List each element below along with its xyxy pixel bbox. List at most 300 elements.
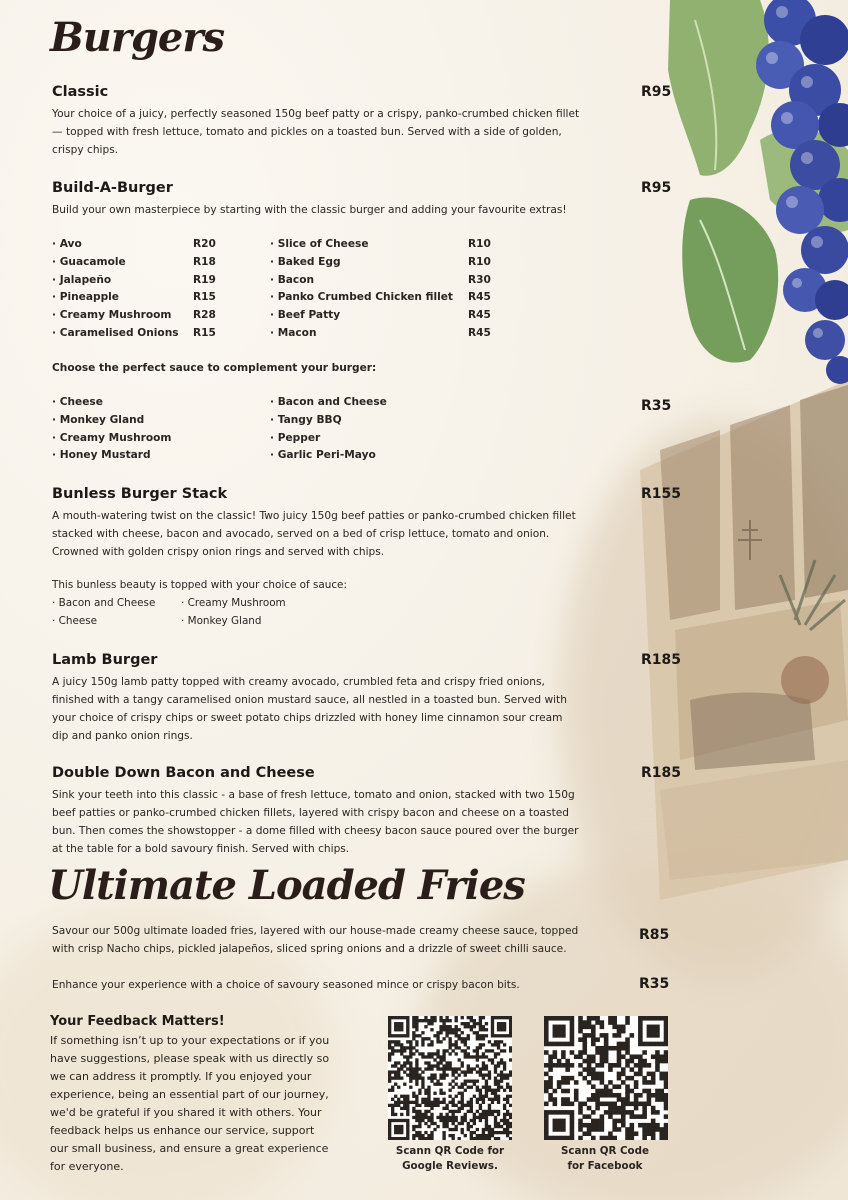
qr-module [430, 1134, 433, 1137]
qr-module [433, 1052, 436, 1055]
extra-item: · Panko Crumbed Chicken fillet R45 [270, 291, 491, 304]
bunless-sauce-intro: This bunless beauty is topped with your choice of sauce: [52, 579, 347, 591]
qr-module [595, 1050, 600, 1055]
qr-module [659, 1072, 664, 1077]
qr-module [433, 1083, 436, 1086]
qr-module [557, 1063, 562, 1068]
qr-module [491, 1128, 494, 1131]
feedback-title: Your Feedback Matters! [50, 1014, 225, 1029]
qr-module [421, 1137, 424, 1140]
qr-module [621, 1080, 626, 1085]
qr-module [415, 1110, 418, 1113]
qr-module [427, 1037, 430, 1040]
qr-module [455, 1019, 458, 1022]
qr-module [430, 1028, 433, 1031]
qr-module [412, 1070, 415, 1073]
qr-module [634, 1106, 639, 1111]
qr-module [430, 1080, 433, 1083]
qr-module [415, 1025, 418, 1028]
qr-module [464, 1119, 467, 1122]
qr-module [634, 1063, 639, 1068]
qr-module [424, 1092, 427, 1095]
qr-module [448, 1040, 451, 1043]
qr-module [608, 1016, 613, 1021]
qr-module [595, 1016, 600, 1021]
qr-module [608, 1114, 613, 1119]
qr-module [494, 1040, 497, 1043]
qr-module [500, 1049, 503, 1052]
qr-module [491, 1058, 494, 1061]
qr-module [461, 1086, 464, 1089]
qr-module [647, 1042, 652, 1047]
qr-module [570, 1102, 575, 1107]
qr-module [406, 1119, 409, 1122]
qr-module [485, 1080, 488, 1083]
qr-module [561, 1102, 566, 1107]
qr-module [630, 1076, 635, 1081]
qr-module [612, 1084, 617, 1089]
qr-module [600, 1046, 605, 1051]
qr-module [617, 1106, 622, 1111]
qr-module [488, 1089, 491, 1092]
qr-module [651, 1131, 656, 1136]
qr-module [491, 1131, 494, 1134]
qr-module [485, 1095, 488, 1098]
qr-module [430, 1022, 433, 1025]
qr-module [651, 1054, 656, 1059]
qr-module [458, 1046, 461, 1049]
qr-module [433, 1064, 436, 1067]
qr-module [458, 1137, 461, 1140]
qr-module [448, 1110, 451, 1113]
qr-module [544, 1136, 549, 1140]
qr-module [461, 1083, 464, 1086]
qr-module [497, 1089, 500, 1092]
qr-module [664, 1136, 668, 1140]
qr-module [452, 1113, 455, 1116]
qr-module [485, 1110, 488, 1113]
qr-module [642, 1059, 647, 1064]
qr-module [625, 1097, 630, 1102]
qr-module [476, 1101, 479, 1104]
qr-module [608, 1020, 613, 1025]
item-title-bunless: Bunless Burger Stack [52, 486, 228, 502]
qr-module [642, 1016, 647, 1021]
extra-item: · Avo R20 [52, 238, 216, 250]
qr-module [412, 1134, 415, 1137]
qr-module [388, 1122, 391, 1125]
qr-module [479, 1113, 482, 1116]
qr-module [659, 1127, 664, 1132]
qr-module [500, 1073, 503, 1076]
qr-module [388, 1040, 391, 1043]
qr-module [509, 1104, 512, 1107]
qr-module [433, 1098, 436, 1101]
qr-module [409, 1052, 412, 1055]
qr-module [415, 1016, 418, 1019]
qr-module [406, 1040, 409, 1043]
qr-module [442, 1019, 445, 1022]
qr-module [485, 1137, 488, 1140]
qr-module [506, 1125, 509, 1128]
qr-module [473, 1031, 476, 1034]
qr-module [621, 1054, 626, 1059]
qr-module [647, 1063, 652, 1068]
qr-module [455, 1028, 458, 1031]
qr-module [587, 1067, 592, 1072]
qr-module [664, 1080, 668, 1085]
qr-module [436, 1101, 439, 1104]
qr-module [506, 1016, 509, 1019]
qr-module [458, 1073, 461, 1076]
qr-module [406, 1025, 409, 1028]
qr-module [415, 1134, 418, 1137]
qr-module [464, 1104, 467, 1107]
qr-module [509, 1125, 512, 1128]
qr-module [467, 1067, 470, 1070]
qr-module [595, 1093, 600, 1098]
qr-module [503, 1061, 506, 1064]
qr-module [497, 1095, 500, 1098]
qr-module [424, 1104, 427, 1107]
qr-module [439, 1067, 442, 1070]
qr-module [394, 1101, 397, 1104]
qr-module [647, 1025, 652, 1030]
qr-module [467, 1052, 470, 1055]
qr-module [582, 1076, 587, 1081]
qr-module [403, 1107, 406, 1110]
qr-module [412, 1016, 415, 1019]
qr-module [565, 1080, 570, 1085]
qr-module [651, 1025, 656, 1030]
qr-module [400, 1125, 403, 1128]
qr-module [548, 1016, 553, 1021]
qr-module [557, 1059, 562, 1064]
qr-module [476, 1049, 479, 1052]
qr-module [497, 1080, 500, 1083]
qr-module [467, 1055, 470, 1058]
qr-module [557, 1080, 562, 1085]
qr-module [591, 1136, 596, 1140]
facebook-qr-code[interactable] [544, 1016, 668, 1140]
qr-module [617, 1076, 622, 1081]
qr-module [664, 1033, 668, 1038]
item-price-double-down: R185 [641, 765, 682, 781]
qr-module [470, 1125, 473, 1128]
qr-module [388, 1137, 391, 1140]
qr-module [617, 1084, 622, 1089]
qr-module [595, 1020, 600, 1025]
qr-module [565, 1042, 570, 1047]
qr-module [651, 1076, 656, 1081]
qr-module [582, 1037, 587, 1042]
qr-module [470, 1107, 473, 1110]
qr-module [470, 1086, 473, 1089]
qr-module [553, 1042, 558, 1047]
qr-module [415, 1083, 418, 1086]
qr-module [544, 1020, 549, 1025]
qr-module [439, 1116, 442, 1119]
item-price-classic: R95 [641, 84, 672, 100]
qr-module [497, 1052, 500, 1055]
qr-module [482, 1034, 485, 1037]
qr-module [427, 1076, 430, 1079]
qr-module [595, 1119, 600, 1124]
qr-module [509, 1049, 512, 1052]
qr-module [621, 1123, 626, 1128]
extra-item: · Caramelised Onions R15 [52, 326, 216, 339]
qr-module [442, 1028, 445, 1031]
qr-module [406, 1110, 409, 1113]
qr-module [421, 1019, 424, 1022]
qr-module [582, 1050, 587, 1055]
qr-module [412, 1128, 415, 1131]
qr-module [647, 1093, 652, 1098]
qr-module [617, 1029, 622, 1034]
qr-module [570, 1114, 575, 1119]
qr-module [570, 1063, 575, 1068]
qr-module [458, 1092, 461, 1095]
qr-module [452, 1119, 455, 1122]
qr-module [544, 1131, 549, 1136]
qr-module [482, 1076, 485, 1079]
qr-module [439, 1076, 442, 1079]
qr-module [388, 1125, 391, 1128]
qr-module [400, 1076, 403, 1079]
qr-module [612, 1020, 617, 1025]
qr-module [617, 1072, 622, 1077]
qr-module [651, 1042, 656, 1047]
qr-module [415, 1061, 418, 1064]
qr-module [625, 1084, 630, 1089]
qr-module [464, 1037, 467, 1040]
qr-module [509, 1086, 512, 1089]
qr-module [430, 1016, 433, 1019]
qr-module [409, 1055, 412, 1058]
qr-module [479, 1055, 482, 1058]
qr-module [600, 1102, 605, 1107]
qr-module [421, 1037, 424, 1040]
qr-module [415, 1067, 418, 1070]
qr-module [436, 1061, 439, 1064]
qr-module [595, 1102, 600, 1107]
qr-module [500, 1028, 503, 1031]
qr-module [400, 1064, 403, 1067]
qr-module [473, 1055, 476, 1058]
qr-module [509, 1122, 512, 1125]
qr-module [418, 1113, 421, 1116]
qr-module [479, 1043, 482, 1046]
qr-module [647, 1123, 652, 1128]
qr-module [488, 1104, 491, 1107]
qr-caption-facebook: Scann QR Code for Facebook [561, 1145, 649, 1172]
qr-module [578, 1072, 583, 1077]
qr-module [445, 1073, 448, 1076]
qr-module [397, 1119, 400, 1122]
qr-module [509, 1070, 512, 1073]
qr-module [500, 1076, 503, 1079]
qr-module [397, 1104, 400, 1107]
qr-module [608, 1136, 613, 1140]
qr-module [427, 1098, 430, 1101]
qr-module [506, 1034, 509, 1037]
qr-module [500, 1061, 503, 1064]
qr-module [485, 1125, 488, 1128]
qr-module [467, 1037, 470, 1040]
qr-module [485, 1073, 488, 1076]
qr-module [452, 1116, 455, 1119]
qr-module [448, 1019, 451, 1022]
qr-module [565, 1110, 570, 1115]
qr-module [448, 1089, 451, 1092]
qr-module [625, 1050, 630, 1055]
qr-module [388, 1131, 391, 1134]
qr-module [406, 1034, 409, 1037]
qr-module [448, 1028, 451, 1031]
qr-module [482, 1128, 485, 1131]
qr-module [494, 1095, 497, 1098]
qr-module [442, 1037, 445, 1040]
qr-module [625, 1102, 630, 1107]
qr-module [565, 1059, 570, 1064]
qr-module [424, 1101, 427, 1104]
qr-module [479, 1137, 482, 1140]
qr-module [582, 1020, 587, 1025]
qr-module [424, 1098, 427, 1101]
qr-module [445, 1061, 448, 1064]
qr-module [497, 1110, 500, 1113]
section-heading-loaded-fries: Ultimate Loaded Fries [48, 862, 525, 909]
qr-module [578, 1110, 583, 1115]
qr-module [612, 1106, 617, 1111]
qr-module [655, 1089, 660, 1094]
qr-module [406, 1022, 409, 1025]
qr-module [406, 1098, 409, 1101]
qr-module [497, 1025, 500, 1028]
qr-module [659, 1059, 664, 1064]
qr-module [394, 1016, 397, 1019]
qr-module [467, 1110, 470, 1113]
qr-module [415, 1125, 418, 1128]
qr-module [600, 1089, 605, 1094]
qr-module [470, 1070, 473, 1073]
qr-module [600, 1025, 605, 1030]
qr-module [433, 1016, 436, 1019]
qr-module [608, 1106, 613, 1111]
qr-module [509, 1016, 512, 1019]
qr-module [506, 1113, 509, 1116]
qr-module [544, 1033, 549, 1038]
qr-module [634, 1080, 639, 1085]
qr-module [424, 1016, 427, 1019]
qr-module [553, 1050, 558, 1055]
qr-module [582, 1114, 587, 1119]
qr-module [436, 1052, 439, 1055]
qr-module [418, 1076, 421, 1079]
qr-module [494, 1131, 497, 1134]
google-reviews-qr-code[interactable] [388, 1016, 512, 1140]
qr-module [455, 1095, 458, 1098]
qr-module [587, 1020, 592, 1025]
sauce-price: R35 [641, 398, 672, 414]
qr-module [617, 1093, 622, 1098]
qr-module [506, 1086, 509, 1089]
qr-module [467, 1064, 470, 1067]
qr-module [591, 1037, 596, 1042]
qr-module [400, 1113, 403, 1116]
qr-module [479, 1107, 482, 1110]
qr-module [497, 1125, 500, 1128]
qr-module [488, 1076, 491, 1079]
qr-module [642, 1063, 647, 1068]
qr-module [458, 1101, 461, 1104]
qr-module [391, 1107, 394, 1110]
qr-module [574, 1054, 579, 1059]
qr-module [565, 1089, 570, 1094]
qr-module [497, 1073, 500, 1076]
qr-module [544, 1123, 549, 1128]
qr-module [479, 1073, 482, 1076]
qr-module [424, 1137, 427, 1140]
qr-module [544, 1050, 549, 1055]
qr-module [591, 1110, 596, 1115]
qr-module [591, 1119, 596, 1124]
qr-module [621, 1029, 626, 1034]
qr-module [388, 1031, 391, 1034]
qr-module [638, 1029, 643, 1034]
qr-module [655, 1093, 660, 1098]
qr-module [659, 1042, 664, 1047]
qr-module [485, 1116, 488, 1119]
qr-module [455, 1125, 458, 1128]
qr-module [638, 1054, 643, 1059]
qr-module [461, 1031, 464, 1034]
qr-module [455, 1083, 458, 1086]
qr-module [634, 1072, 639, 1077]
qr-module [655, 1016, 660, 1021]
qr-module [394, 1137, 397, 1140]
qr-module [544, 1016, 549, 1021]
qr-module [394, 1131, 397, 1134]
qr-module [591, 1054, 596, 1059]
qr-module [397, 1022, 400, 1025]
qr-module [400, 1049, 403, 1052]
qr-module [461, 1131, 464, 1134]
qr-module [494, 1092, 497, 1095]
qr-module [464, 1134, 467, 1137]
qr-module [400, 1067, 403, 1070]
qr-module [403, 1119, 406, 1122]
qr-module [406, 1122, 409, 1125]
qr-module [482, 1028, 485, 1031]
qr-module [455, 1025, 458, 1028]
qr-module [400, 1022, 403, 1025]
qr-module [500, 1058, 503, 1061]
qr-module [455, 1034, 458, 1037]
qr-module [476, 1052, 479, 1055]
qr-module [430, 1116, 433, 1119]
qr-module [461, 1107, 464, 1110]
qr-module [617, 1063, 622, 1068]
qr-module [509, 1019, 512, 1022]
qr-module [433, 1076, 436, 1079]
qr-module [391, 1064, 394, 1067]
qr-module [388, 1019, 391, 1022]
qr-module [473, 1083, 476, 1086]
qr-module [570, 1025, 575, 1030]
qr-module [442, 1098, 445, 1101]
qr-module [442, 1022, 445, 1025]
